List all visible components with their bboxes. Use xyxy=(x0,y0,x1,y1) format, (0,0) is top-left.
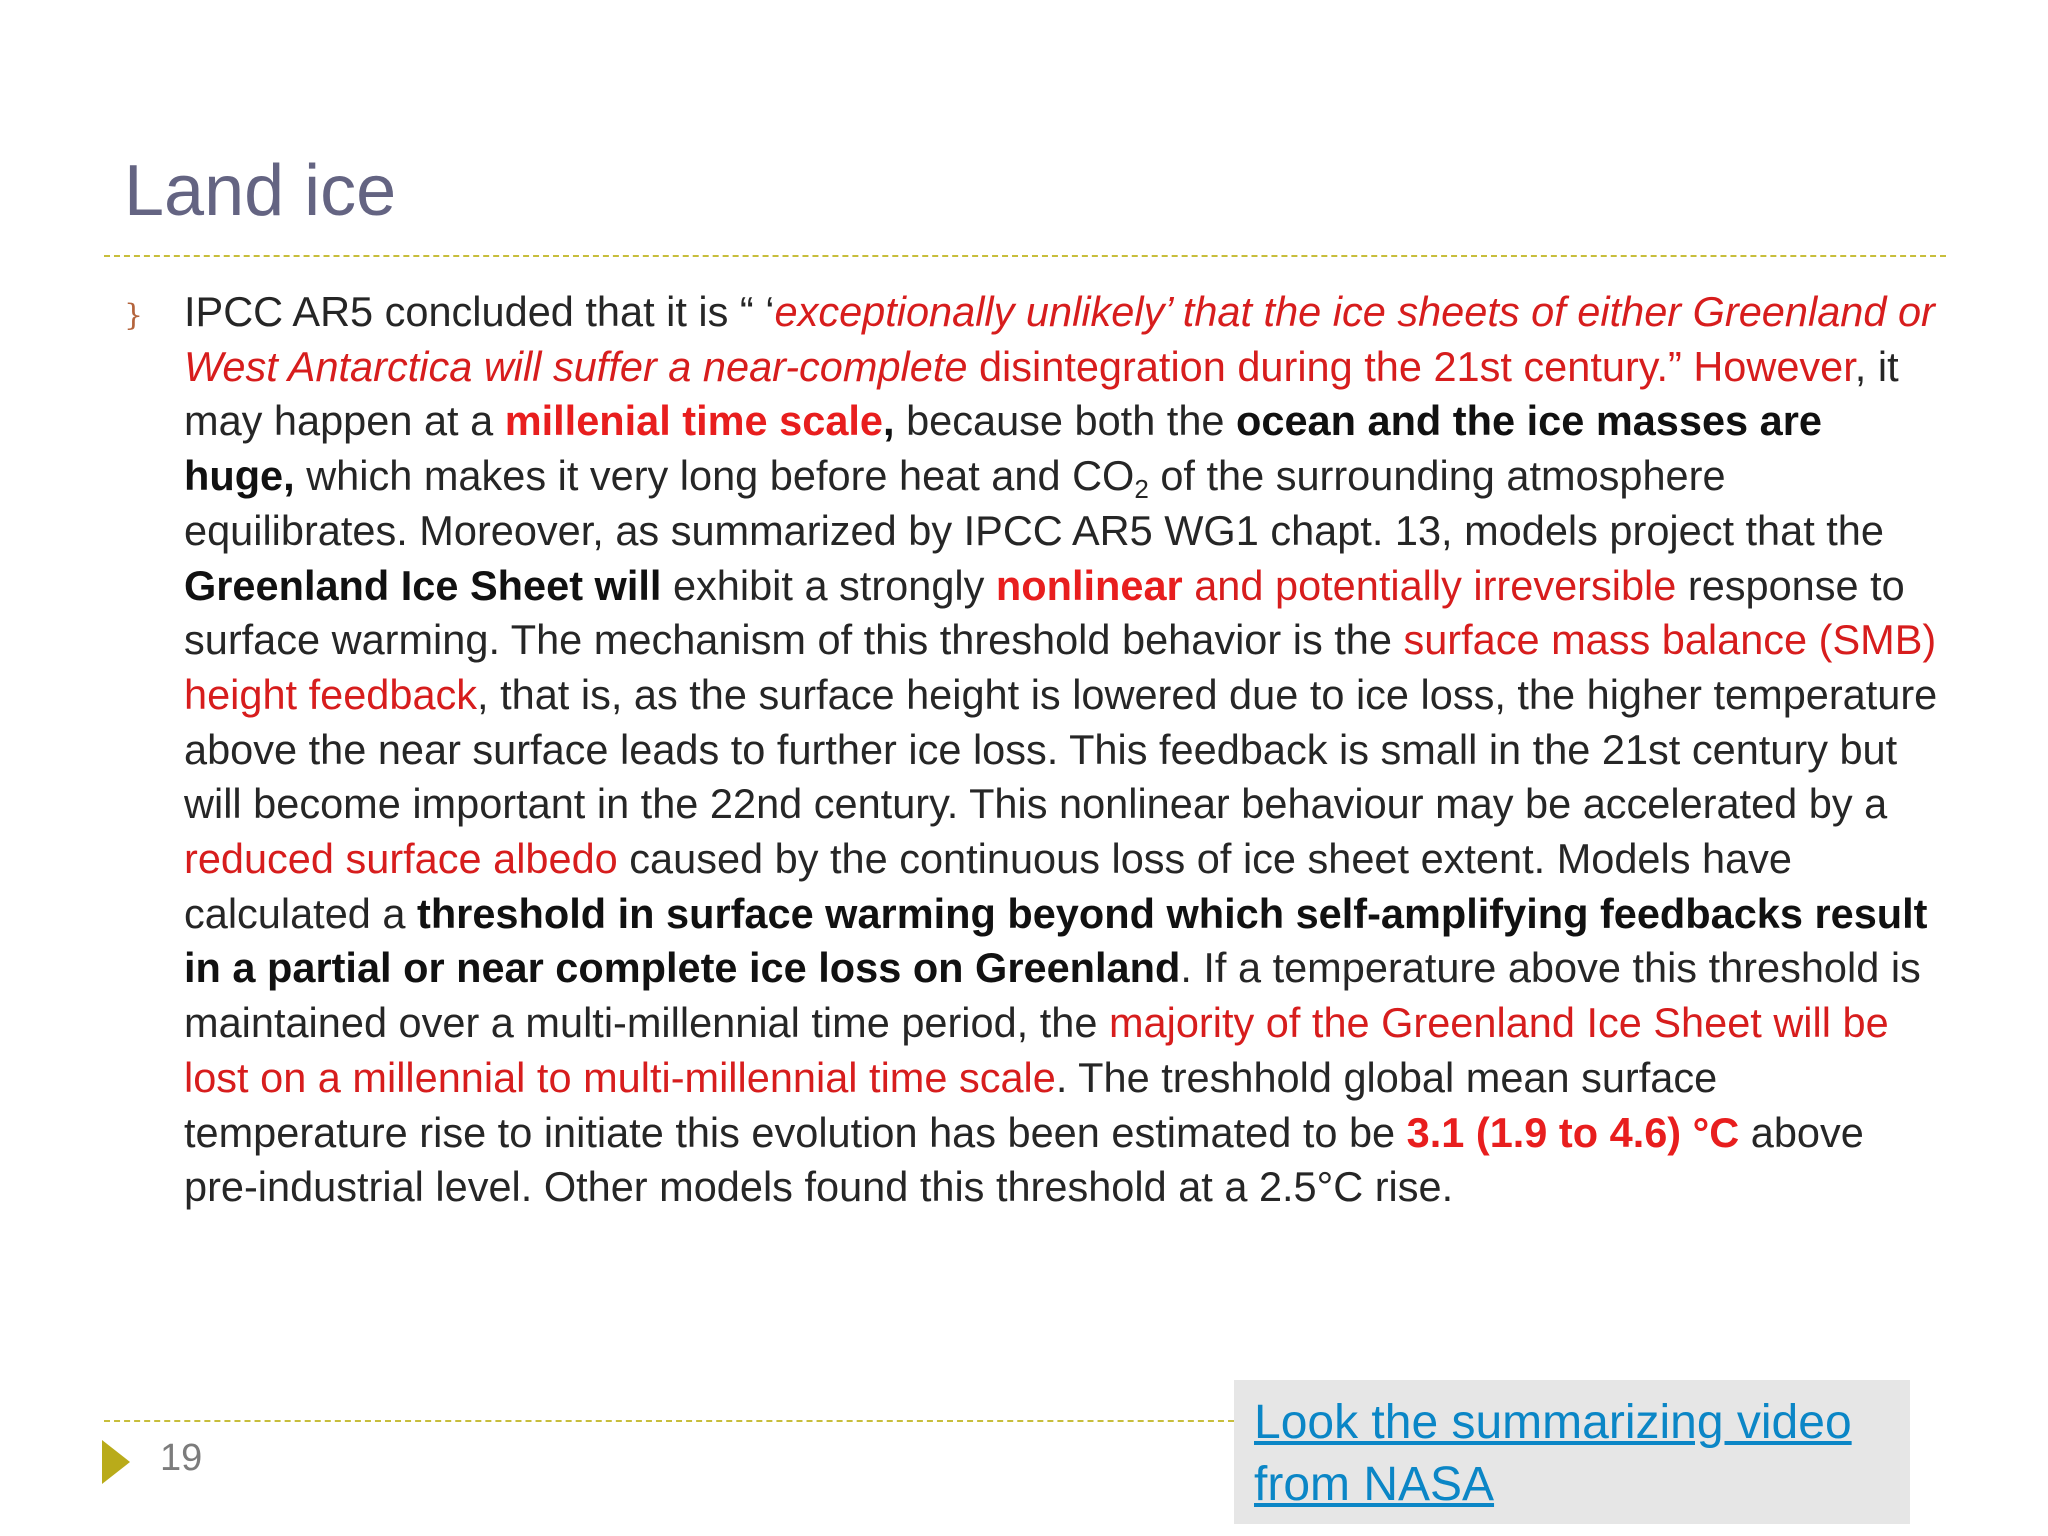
bullet-icon: } xyxy=(124,298,144,333)
quote-highlight: exceptionally unlikely’ that the ice sheets of either Greenland or West Antarctica will suffer a near-complete xyxy=(184,288,1935,390)
footer-divider xyxy=(104,1420,1234,1422)
slide-title: Land ice xyxy=(124,151,397,231)
text-run: . If a temperature above this threshold is maintained over a multi-millennial time period, the xyxy=(184,944,1921,1047)
nasa-video-link[interactable]: Look the summarizing video from NASA xyxy=(1254,1396,1852,1511)
red-text: surface mass balance (SMB) height feedback xyxy=(184,616,1937,718)
emphasis-red: nonlinear xyxy=(995,561,1183,609)
text-run: because both the xyxy=(894,397,1237,445)
red-text: and potentially irreversible xyxy=(1182,561,1677,609)
page-number: 19 xyxy=(160,1437,203,1479)
text-run: of the surrounding atmosphere equilibrates. Moreover, as summarized by IPCC AR5 WG1 chapt. 13, models project that the xyxy=(184,452,1884,554)
triangle-right-icon xyxy=(102,1440,130,1484)
body-paragraph xyxy=(184,285,1944,1215)
emphasis-bold: ocean and the ice masses are huge, xyxy=(184,397,1822,500)
red-text: disintegration during the 21st century.” However xyxy=(967,342,1855,390)
emphasis-bold: threshold in surface warming beyond which self-amplifying feedbacks result in a partial or near complete ice loss on Greenland xyxy=(184,889,1928,992)
text-run: . The treshhold global mean surface temperature rise to initiate this evolution has been estimated to be xyxy=(184,1053,1718,1156)
text-run: which makes it very long before heat and CO xyxy=(294,452,1135,500)
text-run: IPCC AR5 concluded that it is “ ‘ xyxy=(184,288,775,335)
text-run: , that is, as the surface height is lowered due to ice loss, the higher temperature above the near surface leads to further ice loss. This feedback is small in the 21st century but will become important in the 22nd century. This nonlinear behaviour may be accelerated by a xyxy=(184,670,1938,828)
emphasis-bold: Greenland Ice Sheet will xyxy=(184,561,662,609)
emphasis-red: millenial time scale xyxy=(504,397,884,445)
text-run: caused by the continuous loss of ice sheet extent. Models have calculated a xyxy=(184,835,1792,937)
subscript: 2 xyxy=(1134,474,1149,505)
text-run: above pre-industrial level. Other models found this threshold at a 2.5°C rise. xyxy=(184,1108,1864,1211)
emphasis-bold: , xyxy=(883,397,895,445)
text-run: exhibit a strongly xyxy=(661,561,996,609)
title-divider xyxy=(104,255,1946,257)
red-text: reduced surface albedo xyxy=(184,835,618,883)
red-text: majority of the Greenland Ice Sheet will be lost on a millennial to multi-millennial time scale xyxy=(184,999,1889,1101)
emphasis-red: 3.1 (1.9 to 4.6) °C xyxy=(1406,1108,1740,1156)
text-run: , it may happen at a xyxy=(184,342,1899,445)
text-run: response to surface warming. The mechanism of this threshold behavior is the xyxy=(184,561,1905,664)
